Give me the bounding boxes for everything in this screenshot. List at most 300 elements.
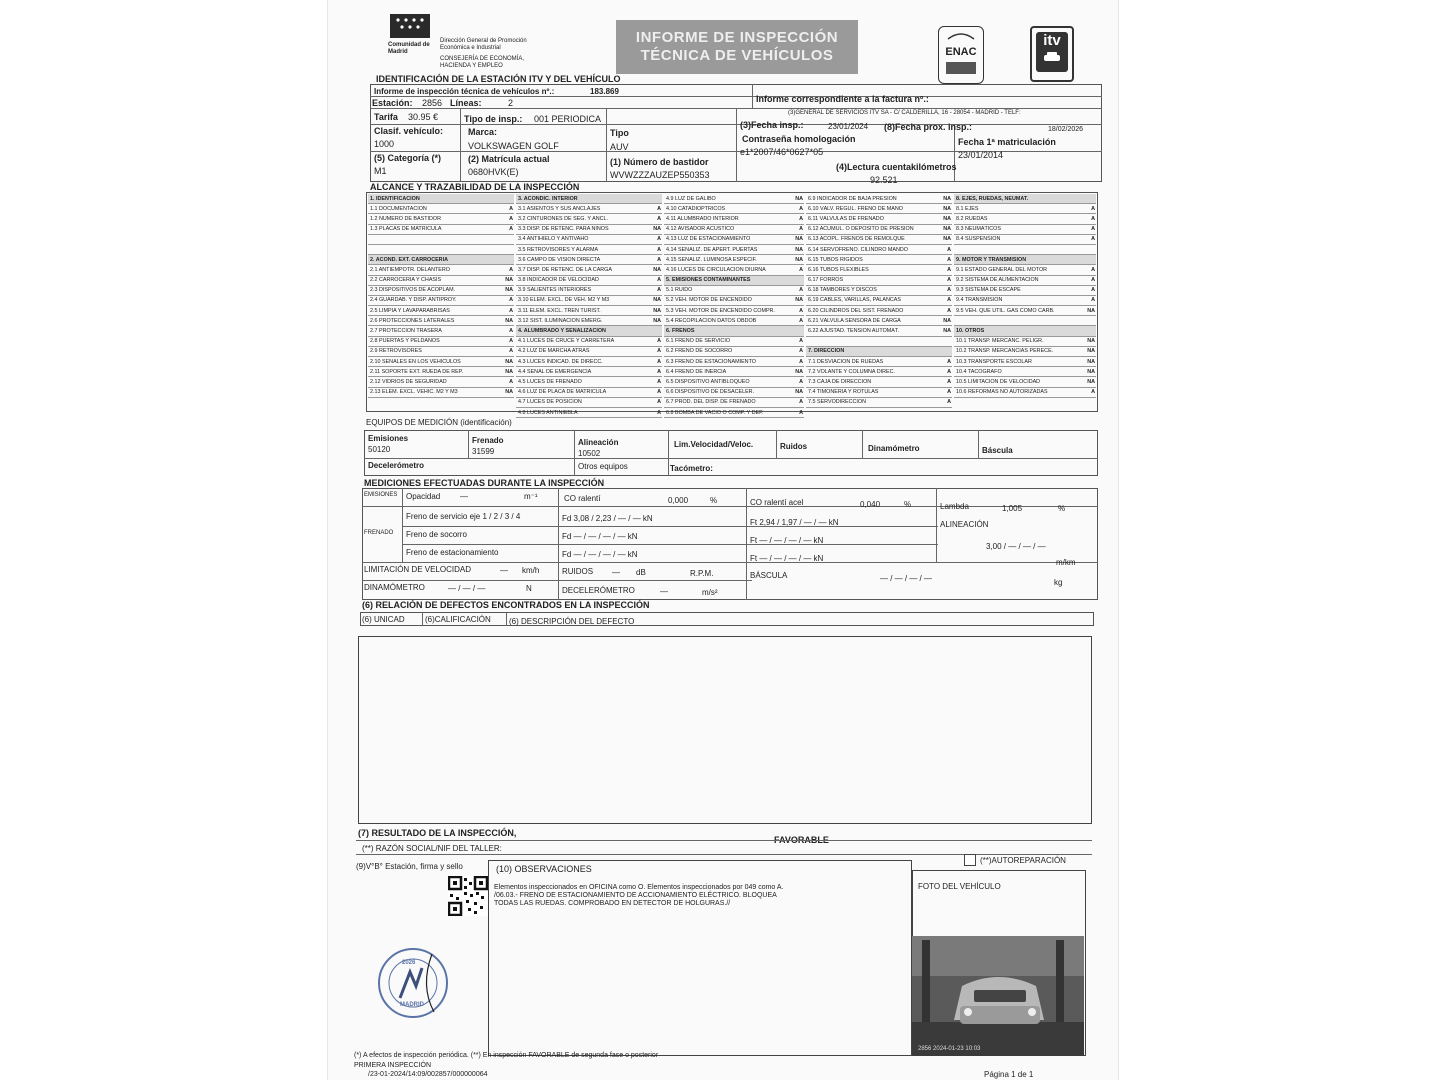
scope-item-result: A — [509, 307, 513, 314]
scope-item-label: 4.11 ALUMBRADO INTERIOR — [666, 215, 739, 222]
scope-item-result: A — [657, 205, 661, 212]
scope-item-label: 8.3 NEUMÁTICOS — [956, 226, 1001, 233]
scope-item — [954, 255, 1096, 265]
scope-item-result: A — [1091, 205, 1095, 212]
homologation-value: e1*2007/46*0627*05 — [740, 147, 824, 157]
service-brake-label: Freno de servicio eje 1 / 2 / 3 / 4 — [406, 512, 521, 521]
scope-item-result: A — [657, 368, 661, 375]
equip-dyno-label: Dinamómetro — [868, 444, 920, 453]
alignment-value: 3,00 / — / — / — — [986, 542, 1046, 551]
scope-item — [368, 214, 514, 224]
scope-item — [806, 367, 952, 377]
scope-item — [806, 225, 952, 235]
measurements-section-title: MEDICIONES EFECTUADAS DURANTE LA INSPECCIÓN — [364, 478, 605, 488]
next-insp-label: (8)Fecha prox. insp.: — [884, 122, 973, 132]
scope-item — [516, 245, 662, 255]
equip-decel-label: Decelerómetro — [368, 461, 425, 470]
scope-item-result: A — [799, 205, 803, 212]
station-company: (3)GENERAL DE SERVICIOS ITV SA - C/ CALDERILLA, 16 - 28054 - MADRID - TELF: — [788, 110, 1021, 116]
ministry-line-3: CONSEJERÍA DE ECONOMÍA, — [440, 56, 525, 62]
scope-item — [954, 276, 1096, 286]
scope-item-label: 2.3 DISPOSITIVOS DE ACOPLAM. — [370, 287, 456, 294]
scope-item-label: 4.9 LUZ DE GÁLIBO — [666, 195, 716, 202]
scope-item-label: 3.3 DISP. DE RETENC. PARA NIÑOS — [518, 226, 609, 233]
scope-item — [368, 265, 514, 275]
car-icon — [1042, 51, 1062, 63]
scope-item — [806, 296, 952, 306]
enac-wave-icon — [946, 31, 976, 41]
equip-scale-label: Báscula — [982, 446, 1013, 455]
odometer-label: (4)Lectura cuentakilómetros — [836, 162, 957, 172]
scope-item-label: 10.2 TRANSP. MERCANCÍAS PERECE. — [956, 348, 1054, 355]
scope-item-result: NA — [505, 368, 513, 375]
invoice-label: Informe correspondiente a la factura nº.: — [756, 94, 929, 104]
scope-item-result: A — [799, 287, 803, 294]
scope-column-5 — [954, 194, 1096, 398]
lines-value: 2 — [508, 98, 514, 108]
qr-code-icon — [448, 876, 488, 916]
scope-item-result: A — [657, 256, 661, 263]
scope-item-label: 4.6 LUZ DE PLACA DE MATRÍCULA — [518, 389, 607, 396]
opacity-unit: m⁻¹ — [524, 492, 538, 501]
scope-item-label: 2.10 SEÑALES EN LOS VEHÍCULOS — [370, 358, 461, 365]
scope-item — [664, 398, 804, 408]
ministry-line-1: Dirección General de Promoción — [440, 38, 527, 44]
scope-item-result: A — [509, 215, 513, 222]
lines-label: Líneas: — [450, 98, 482, 108]
scope-item-result: NA — [795, 389, 803, 396]
scope-item-label: 5.1 RUIDO — [666, 287, 693, 294]
scope-item — [368, 235, 514, 245]
scope-item-result: A — [947, 277, 951, 284]
scope-column-4 — [806, 194, 952, 408]
scope-item-result: A — [509, 266, 513, 273]
lambda-value: 1,005 — [1002, 504, 1023, 513]
scope-item-label: 4.10 CATADIÓPTRICOS — [666, 205, 726, 212]
scope-column-3 — [664, 194, 804, 418]
first-inspection-value: /23-01-2024/14:09/002857/000000064 — [368, 1071, 488, 1078]
scope-item-result: NA — [1087, 358, 1095, 365]
scope-item-label: 4.7 LUCES DE POSICIÓN — [518, 399, 582, 406]
scope-item — [368, 326, 514, 336]
enac-logo — [938, 26, 984, 84]
scope-item-label: 6.14 SERVOFRENO. CILINDRO MANDO — [808, 246, 908, 253]
emergency-brake-fd: Fd — / — / — / — kN — [562, 532, 638, 541]
odometer-value: 92.521 — [870, 175, 898, 185]
scope-item — [806, 286, 952, 296]
self-repair-checkbox[interactable] — [964, 854, 976, 866]
scope-item-result: A — [657, 287, 661, 294]
scope-item-result: A — [657, 277, 661, 284]
equip-emissions-label: Emisiones — [368, 434, 409, 443]
scope-section-title: ALCANCE Y TRAZABILIDAD DE LA INSPECCIÓN — [370, 182, 580, 192]
scope-item — [368, 245, 514, 255]
scope-item — [806, 235, 952, 245]
scope-item — [368, 225, 514, 235]
scope-item — [516, 296, 662, 306]
scope-item-label: 9. MOTOR Y TRANSMISIÓN — [956, 256, 1027, 263]
scope-item — [516, 255, 662, 265]
scope-item-label: 3.10 ELEM. EXCL. DE VEH. M2 Y M3 — [518, 297, 610, 304]
scope-item-label: 7.2 VOLANTE Y COLUMNA DIREC. — [808, 368, 895, 375]
lambda-unit: % — [1058, 504, 1066, 513]
scope-item — [516, 276, 662, 286]
first-inspection-label: PRIMERA INSPECCIÓN — [354, 1062, 432, 1069]
decelerometer-value: — — [660, 587, 668, 596]
scope-item-label: 4.13 LUZ DE ESTACIONAMIENTO — [666, 236, 751, 243]
defects-col-grade: (6)CALIFICACIÓN — [425, 615, 491, 624]
scope-item — [806, 204, 952, 214]
station-value: 2856 — [422, 98, 443, 108]
noise-value: — — [612, 568, 620, 577]
itv-label: itv — [1043, 32, 1061, 49]
scope-item-label: 5.2 VEH. MOTOR DE ENCENDIDO — [666, 297, 752, 304]
scope-item — [368, 367, 514, 377]
scope-item — [806, 398, 952, 408]
scope-item-result: A — [947, 266, 951, 273]
scope-item — [664, 357, 804, 367]
scope-item-label: 4.14 SEÑALIZ. DE APERT. PUERTAS — [666, 246, 758, 253]
scope-item-label: 7.3 CAJA DE DIRECCIÓN — [808, 378, 872, 385]
equipment-section-title: EQUIPOS DE MEDICIÓN (identificación) — [366, 418, 512, 427]
scale-value: — / — / — / — — [880, 574, 933, 583]
scope-item-label: 6.10 VÁLV. REGUL. FRENO DE MANO — [808, 205, 903, 212]
co-idle-value: 0,000 — [668, 496, 689, 505]
scope-item-result: A — [947, 368, 951, 375]
scope-item-label: 5. EMISIONES CONTAMINANTES — [666, 277, 751, 284]
emergency-brake-ft: Ft — / — / — / — kN — [750, 536, 824, 545]
emergency-brake-label: Freno de socorro — [406, 530, 467, 539]
scope-item-label: 1.2 NÚMERO DE BASTIDOR — [370, 215, 441, 222]
scope-item-result: NA — [653, 266, 661, 273]
scope-item-label: 6.9 INDICADOR DE BAJA PRESIÓN — [808, 195, 897, 202]
scope-item — [806, 265, 952, 275]
scope-item-label: 3.7 DISP. DE RETENC. DE LA CARGA — [518, 266, 612, 273]
scope-item-result: A — [799, 215, 803, 222]
noise-label: RUIDOS — [562, 567, 594, 576]
scope-item-label: 4.12 AVISADOR ACÚSTICO — [666, 226, 735, 233]
scope-item-result: A — [799, 409, 803, 416]
scope-item-label: 10.1 TRANSP. MERCANC. PELIGR. — [956, 338, 1044, 345]
scope-item-label: 10. OTROS — [956, 328, 985, 335]
scope-item-label: 6.11 VÁLVULAS DE FRENADO — [808, 215, 884, 222]
scope-item-label: 4. ALUMBRADO Y SEÑALIZACIÓN — [518, 328, 606, 335]
scope-item — [368, 204, 514, 214]
scope-item-label: 5.3 VEH. MOTOR DE ENCENDIDO COMPR. — [666, 307, 775, 314]
scope-item-result: NA — [943, 205, 951, 212]
scope-item — [806, 337, 952, 347]
scope-item — [516, 337, 662, 347]
scope-item — [664, 214, 804, 224]
defects-col-unit: (6) UNICAD — [362, 615, 405, 624]
scope-item — [664, 347, 804, 357]
scope-item-result: A — [799, 338, 803, 345]
scope-item — [954, 265, 1096, 275]
dyno-unit: N — [526, 584, 532, 593]
scope-item-result: NA — [1087, 378, 1095, 385]
co-idle-label: CO ralentí — [564, 494, 601, 503]
scope-item-result: NA — [795, 236, 803, 243]
scope-item-label: 3.11 ELEM. EXCL. TREN TURIST. — [518, 307, 601, 314]
scope-item-label: 3.4 ANTIHIELO Y ANTIVAHO — [518, 236, 589, 243]
scope-item — [806, 357, 952, 367]
scope-item-result: NA — [795, 246, 803, 253]
scope-item-result: A — [1091, 266, 1095, 273]
scope-item-label: 4.2 LUZ DE MARCHA ATRÁS — [518, 348, 590, 355]
scope-item — [368, 377, 514, 387]
plate-label: (2) Matrícula actual — [468, 154, 550, 164]
seal-city: MADRID — [400, 1002, 424, 1008]
scope-item-result: A — [657, 409, 661, 416]
scope-item-label: 4.8 LUCES ANTINIEBLA — [518, 409, 578, 416]
service-brake-ft: Ft 2,94 / 1,97 / — / — kN — [750, 518, 839, 527]
vehicle-photo — [912, 936, 1084, 1056]
scope-item-result: A — [799, 307, 803, 314]
scope-item-label: 7. DIRECCIÓN — [808, 348, 845, 355]
scope-item — [806, 388, 952, 398]
alignment-unit: m/km — [1056, 558, 1076, 567]
scope-item-result: NA — [505, 389, 513, 396]
scope-item-label: 4.15 SEÑALIZ. LUMINOSA ESPECIF. — [666, 256, 757, 263]
scope-item-result: A — [799, 378, 803, 385]
scope-item — [806, 255, 952, 265]
report-number-value: 183.869 — [590, 87, 619, 96]
category-label: (5) Categoría (*) — [374, 153, 442, 163]
tariff-value: 30.95 € — [408, 112, 439, 122]
scope-item-result: NA — [795, 368, 803, 375]
opacity-value: — — [460, 492, 468, 501]
report-title-line-1: INFORME DE INSPECCIÓN — [635, 29, 839, 46]
scope-item — [954, 296, 1096, 306]
category-value: M1 — [374, 166, 387, 176]
parking-brake-ft: Ft — / — / — / — kN — [750, 554, 824, 563]
co-accel-label: CO ralentí acel — [750, 498, 804, 507]
scope-item-label: 3. ACONDIC. INTERIOR — [518, 195, 578, 202]
scope-item-result: A — [947, 287, 951, 294]
tariff-label: Tarifa — [374, 112, 398, 122]
scope-item-result: A — [657, 389, 661, 396]
scope-item — [516, 347, 662, 357]
scope-item-result: NA — [943, 328, 951, 335]
scope-item-result: A — [509, 378, 513, 385]
scope-item-result: A — [509, 297, 513, 304]
scope-item-result: A — [1091, 389, 1095, 396]
inspection-report-page — [328, 0, 1118, 1080]
scope-item-result: NA — [1087, 368, 1095, 375]
scope-item — [516, 398, 662, 408]
scope-item-result: A — [657, 358, 661, 365]
scope-item-label: 9.5 VEH. QUE UTIL. GAS COMO CARB. — [956, 307, 1055, 314]
scope-item-result: A — [1091, 287, 1095, 294]
scope-item-result: A — [509, 348, 513, 355]
scope-item-label: 3.12 SIST. ILUMINACIÓN EMERG. — [518, 317, 603, 324]
scope-item-result: A — [1091, 226, 1095, 233]
plate-value: 0680HVK(E) — [468, 167, 519, 177]
scope-item — [516, 388, 662, 398]
scope-item — [368, 347, 514, 357]
type-label: Tipo — [610, 128, 629, 138]
station-stamp-label: (9)V°B° Estación, firma y sello — [356, 862, 463, 871]
scope-item-label: 1. IDENTIFICACIÓN — [370, 195, 420, 202]
opacity-label: Opacidad — [406, 492, 441, 501]
speed-limit-value: — — [500, 566, 508, 575]
scope-item — [954, 347, 1096, 357]
scope-item-result: A — [509, 338, 513, 345]
scope-item-label: 8.4 SUSPENSIÓN — [956, 236, 1001, 243]
result-section-title: (7) RESULTADO DE LA INSPECCIÓN, — [358, 828, 517, 838]
defects-col-description: (6) DESCRIPCIÓN DEL DEFECTO — [509, 617, 635, 626]
scope-item — [368, 316, 514, 326]
vehicle-photo-label: FOTO DEL VEHÍCULO — [918, 882, 1001, 891]
enac-label: ENAC — [945, 46, 977, 58]
scope-item-label: 9.4 TRANSMISIÓN — [956, 297, 1003, 304]
scope-item-result: A — [799, 358, 803, 365]
scope-item-label: 6.7 PROD. DEL DISP. DE FRENADO — [666, 399, 756, 406]
scope-item-label: 6.15 TUBOS RÍGIDOS — [808, 256, 863, 263]
scope-item-label: 6.18 TAMBORES Y DISCOS — [808, 287, 877, 294]
scope-item-result: A — [509, 205, 513, 212]
scope-item-label: 8.1 EJES — [956, 205, 979, 212]
co-idle-unit: % — [710, 496, 718, 505]
equip-other-label: Otros equipos — [578, 462, 628, 471]
next-insp-value: 18/02/2026 — [1048, 126, 1084, 133]
scope-item-label: 9.1 ESTADO GENERAL DEL MOTOR — [956, 266, 1048, 273]
scope-item-label: 6.2 FRENO DE SOCORRO — [666, 348, 733, 355]
scope-item-result: NA — [1087, 307, 1095, 314]
scope-item — [954, 377, 1096, 387]
speed-limit-unit: km/h — [522, 566, 540, 575]
scope-item — [806, 347, 952, 357]
scope-item-result: NA — [795, 256, 803, 263]
equip-brake-label: Frenado — [472, 436, 504, 445]
equip-alignment-label: Alineación — [578, 438, 619, 447]
speed-limit-label: LIMITACIÓN DE VELOCIDAD — [364, 565, 471, 574]
scope-item-label: 10.4 TACÓGRAFO — [956, 368, 1002, 375]
seal-year: 2026 — [402, 960, 416, 966]
scope-item — [516, 204, 662, 214]
brand-label: Marca: — [468, 127, 498, 137]
scope-item-result: A — [657, 399, 661, 406]
scope-item-result: A — [947, 256, 951, 263]
alignment-label: ALINEACIÓN — [940, 520, 989, 529]
noise-unit: dB — [636, 568, 646, 577]
scope-item — [954, 337, 1096, 347]
decelerometer-label: DECELERÓMETRO — [562, 586, 635, 595]
scope-item — [954, 367, 1096, 377]
vehicle-photo-caption: 2856 2024-01-23 10:03 — [918, 1046, 981, 1052]
scope-item-label: 2.1 ANTIEMPOTR. DELANTERO — [370, 266, 450, 273]
scope-item — [516, 265, 662, 275]
dyno-value: — / — / — — [448, 584, 486, 593]
scope-item-result: A — [799, 266, 803, 273]
footer-note: (*) A efectos de inspección periódica. (**) En inspección FAVORABLE de segunda fase o posterior — [354, 1052, 659, 1059]
scope-item-result: A — [947, 246, 951, 253]
scope-item-label: 2.6 PROTECCIONES LATERALES — [370, 317, 455, 324]
scope-item — [664, 265, 804, 275]
decelerometer-unit: m/s² — [702, 588, 718, 597]
scope-item-label: 2.11 SOPORTE EXT. RUEDA DE REP. — [370, 368, 464, 375]
scope-column-2 — [516, 194, 662, 418]
scope-item — [368, 357, 514, 367]
scope-item-result: NA — [653, 297, 661, 304]
scope-item-result: NA — [653, 226, 661, 233]
scope-item-label: 8.2 RUEDAS — [956, 215, 988, 222]
scope-item-result: A — [947, 307, 951, 314]
scope-item — [664, 337, 804, 347]
scope-item-result: NA — [795, 195, 803, 202]
scope-item-result: A — [657, 378, 661, 385]
insp-type-label: Tipo de insp.: — [464, 114, 523, 124]
co-accel-value: 0,040 — [860, 500, 881, 509]
scope-item — [954, 286, 1096, 296]
class-value: 1000 — [374, 139, 395, 149]
scope-item-result: A — [657, 236, 661, 243]
scope-item-label: 2. ACOND. EXT. CARROCERÍA — [370, 256, 448, 263]
self-repair-label: (**)AUTOREPARACIÓN — [980, 856, 1066, 865]
scope-item — [516, 225, 662, 235]
scope-item-label: 3.5 RETROVISORES Y ALARMA — [518, 246, 599, 253]
scope-item-label: 7.4 TIMONERÍA Y RÓTULAS — [808, 389, 879, 396]
scope-item-label: 6.21 VÁLVULA SENSORA DE CARGA — [808, 317, 901, 324]
scope-item — [954, 225, 1096, 235]
scope-item-label: 8. EJES, RUEDAS, NEUMAT. — [956, 195, 1029, 202]
scope-item-label: 4.1 LUCES DE CRUCE Y CARRETERA — [518, 338, 615, 345]
scope-item — [664, 296, 804, 306]
report-number-label: Informe de inspección técnica de vehículos nº.: — [374, 87, 555, 96]
insp-date-value: 23/01/2024 — [828, 122, 869, 131]
scope-item-result: A — [509, 226, 513, 233]
scope-item-result: NA — [943, 215, 951, 222]
scope-item-label: 6.17 FORROS — [808, 277, 844, 284]
observations-text: Elementos inspeccionados en OFICINA como O. Elementos inspeccionados por 049 como A. /06.03.- FRENO DE ESTACIONAMIENTO DE ACCIONAMIENTO ELÉCTRICO. BLOQUEA TODAS LAS RUEDAS. COMPROBADO EN DETECTOR DE HOLGURAS.// — [494, 884, 784, 907]
equip-brake-value: 31599 — [472, 447, 495, 456]
scope-item-label: 3.2 CINTURONES DE SEG. Y ANCL. — [518, 215, 608, 222]
scope-item-label: 7.1 DESVIACIÓN DE RUEDAS — [808, 358, 884, 365]
scope-item-label: 2.4 GUARDAB. Y DISP. ANTIPROY. — [370, 297, 457, 304]
scope-item-label: 9.3 SISTEMA DE ESCAPE — [956, 287, 1021, 294]
dyno-label: DINAMÓMETRO — [364, 583, 425, 592]
scope-item-result: A — [947, 389, 951, 396]
scope-item — [954, 388, 1096, 398]
brand-value: VOLKSWAGEN GOLF — [468, 141, 559, 151]
scope-item — [954, 235, 1096, 245]
homologation-label: Contraseña homologación — [742, 134, 856, 144]
scope-item-label: 4.5 LUCES DE FRENADO — [518, 378, 582, 385]
scope-item — [664, 306, 804, 316]
scope-item-label: 6.12 ACUMUL. O DEPÓSITO DE PRESIÓN — [808, 226, 914, 233]
itv-logo — [1030, 26, 1074, 82]
scope-item-label: 6.4 FRENO DE INERCIA — [666, 368, 727, 375]
scope-item — [806, 316, 952, 326]
type-value: AUV — [610, 142, 629, 152]
scope-item — [664, 316, 804, 326]
scope-item — [368, 286, 514, 296]
scope-item — [516, 194, 662, 204]
equip-speed-label: Lim.Velocidad/Veloc. — [674, 440, 754, 449]
scope-item-label: 3.8 INDICADOR DE VELOCIDAD — [518, 277, 599, 284]
scope-item-label: 6.1 FRENO DE SERVICIO — [666, 338, 731, 345]
scope-item — [664, 377, 804, 387]
scope-item — [954, 214, 1096, 224]
scope-item — [806, 245, 952, 255]
scope-item — [806, 276, 952, 286]
scope-item-result: NA — [505, 358, 513, 365]
scope-item-result: A — [799, 317, 803, 324]
scope-item-result: A — [947, 358, 951, 365]
scope-item-label: 6.13 ACOPL. FRENOS DE REMOLQUE — [808, 236, 905, 243]
scope-item — [806, 214, 952, 224]
scope-item — [806, 306, 952, 316]
